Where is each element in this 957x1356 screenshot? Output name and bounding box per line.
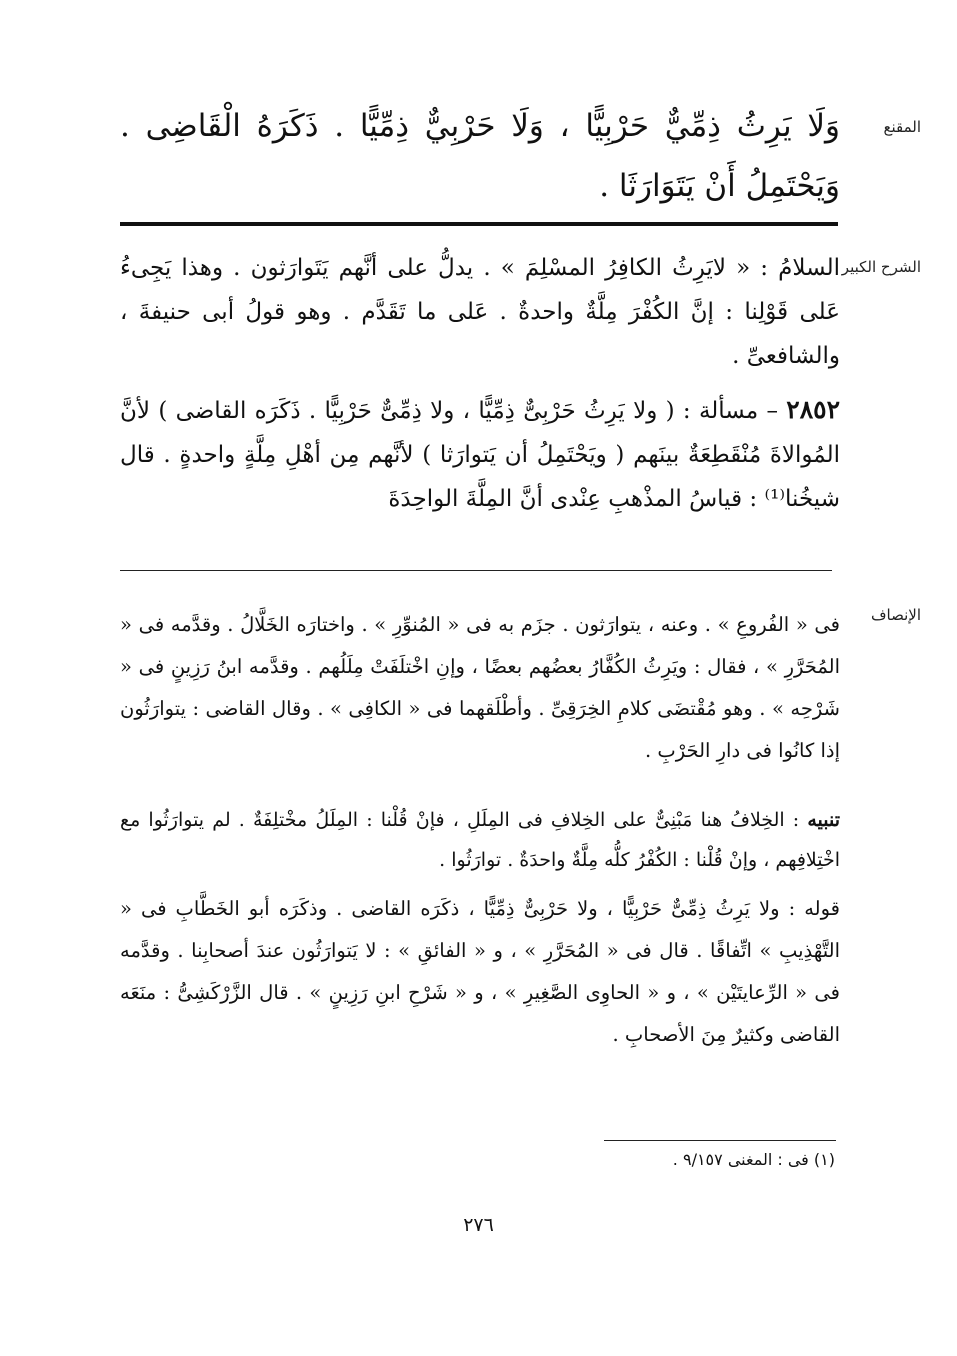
masala-text: – مسألة : ( ولا يَرِثُ حَرْبِىٌّ ذِمِّيًّا ، ولا ذِمِّىٌّ حَرْبِيًّا . ذَكَرَه القاضى ) لأنَّ المُوالاةَ مُنْقَطِعَةٌ بينَهم ( ويَحْتَمِلُ أن يَتوارَثا ) لأنَّهم مِن أهْلِ مِلَّةٍ واحدةٍ . قال شيخُنا⁽¹⁾ : قياسُ المذْهبِ عِنْدى أنَّ المِلَّةَ الواحِدَةَ: [120, 398, 840, 512]
tanbih-paragraph: [120, 800, 840, 880]
side-label-sharh: الشرح الكبير: [841, 258, 921, 276]
insaf-paragraph: فى « الفُروعِ » . وعنه ، يتوارَثون . جزَم به فى « المُنوِّرِ » . واختارَه الخَلَّالُ . وقدَّمه فى « المُحَرَّرِ » ، فقال : ويَرِثُ الكُفَّارُ بعضُهم بعضًا ، وإنِ اخْتلَفَتْ مِلَلُهم . وقدَّمه ابنُ رَزِينٍ فى « شَرْحِه » . وهو مُقْتضَى كلامِ الخِرَقِىِّ . وأطْلَقهما فى « الكافِى » . وقال القاضى : يتوارَثُون إذا كانُوا فى دارِ الحَرْبِ .: [120, 613, 840, 762]
tanbih-text: : الخِلافُ هنا مَبْنِىٌّ على الخِلافِ فى المِلَلِ ، فإنْ قُلْنا : المِلَلُ مخْتلِفَةٌ . لم يتوارَثُوا مع اخْتِلافِهم ، وإنْ قُلْنا : الكُفْرُ كلُّه مِلَّةٌ واحدَةٌ . توارَثُوا .: [120, 809, 840, 871]
insaf-section: [120, 604, 840, 1056]
footnote-divider: [604, 1140, 836, 1141]
section-divider-thin: [120, 570, 832, 571]
section-divider-thick: [120, 222, 838, 226]
masala-number: ٢٨٥٢: [786, 395, 840, 424]
footnote: (١) فى : المغنى ٩/١٥٧ .: [672, 1150, 835, 1169]
masala-paragraph: [120, 388, 840, 521]
page-number: ٢٧٦: [463, 1214, 494, 1236]
sharh-paragraph: السلامُ : « لايَرِثُ الكافِرُ المسْلِمَ » . يدلُّ على أنَّهم يَتَوارَثون . وهذا يَجِىءُ عَلى قَوْلِنا : إنَّ الكُفْرَ مِلَّةٌ واحدةٌ . عَلى ما تَقَدَّم . وهو قولُ أبى حنيفةَ ، والشافعىِّ .: [120, 255, 840, 369]
muqni-text: وَلَا يَرِثُ ذِمِّيٌّ حَرْبِيًّا ، وَلَا حَرْبِيٌّ ذِمِّيًّا . ذَكَرَهُ الْقَاضِى . وَيَحْتَمِلُ أَنْ يَتَوَارَثَا .: [120, 108, 840, 204]
tanbih-label: تنبيه: [807, 809, 840, 831]
qawluh-paragraph: قوله : ولا يَرِثُ ذِمِّىٌّ حَرْبِيًّا ، ولا حَرْبِىٌّ ذِمِّيًّا ، ذكَرَه القاضى . وذكَرَه أبو الخَطَّابِ فى « التَّهْذِيبِ » اتِّفاقًا . قال فى « المُحَرَّرِ » ، و « الفائقِ » : لا يَتوارَثُون عندَ أصحابِنا . وقدَّمه فى « الرِّعايتَيْن » ، و « الحاوِى الصَّغِيرِ » ، و « شَرْحِ ابنِ رَزِينٍ » . قال الزَّرْكَشِىُّ : منَعَه القاضى وكثيرٌ مِنَ الأصحابِ .: [120, 897, 840, 1046]
sharh-section: [120, 246, 840, 521]
side-label-muqni: المقنع: [883, 118, 921, 136]
side-label-insaf: الإنصاف: [870, 606, 921, 624]
